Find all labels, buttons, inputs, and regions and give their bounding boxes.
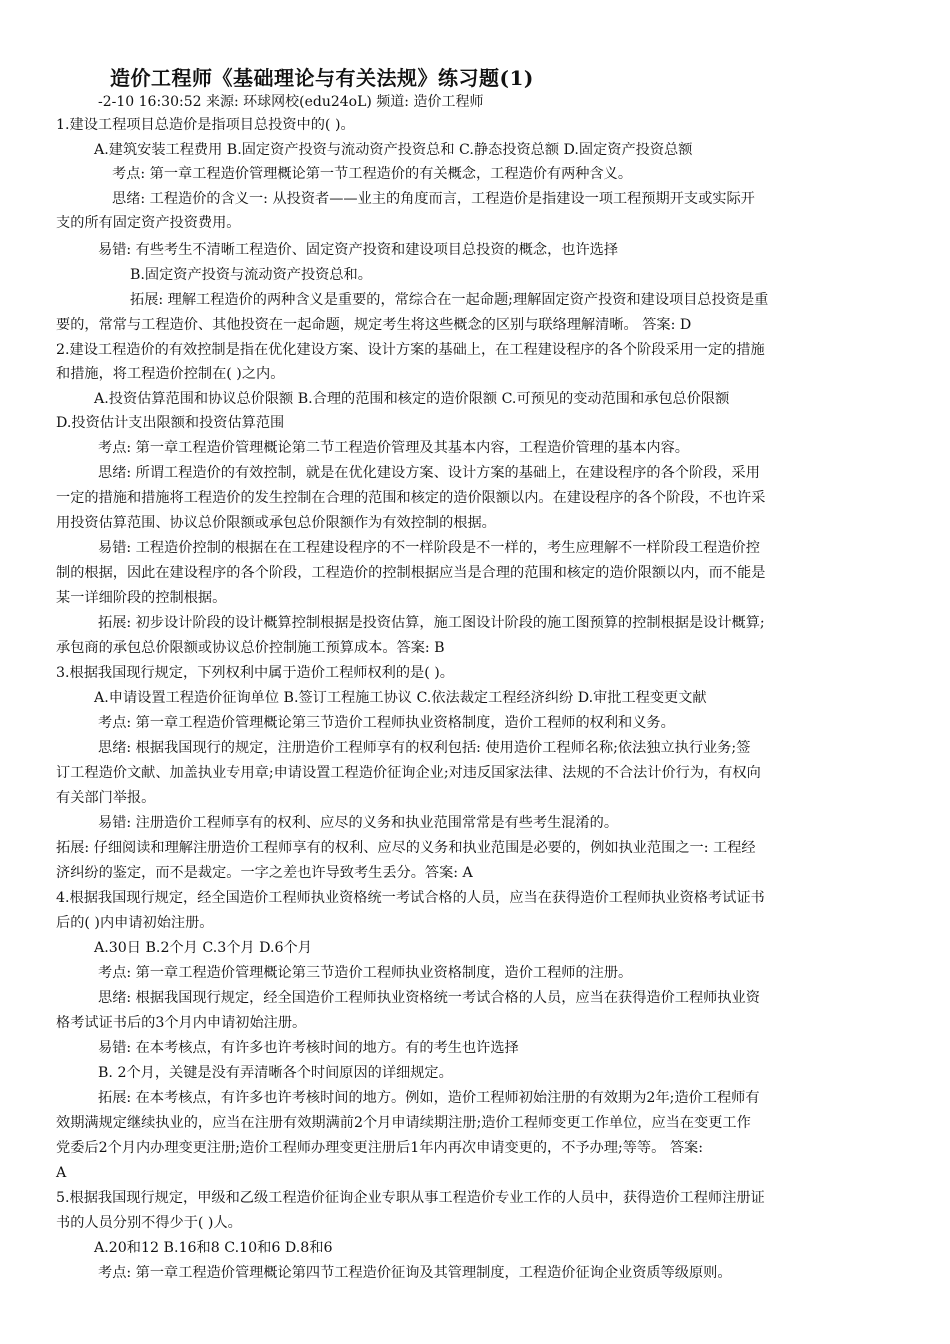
text-line: 2.建设工程造价的有效控制是指在优化建设方案、设计方案的基础上，在工程建设程序的各个阶段采用一定的措施 xyxy=(56,342,765,358)
text-line: 1.建设工程项目总造价是指项目总投资中的( )。 xyxy=(56,117,355,133)
text-line: 拓展: 初步设计阶段的设计概算控制根据是投资估算，施工图设计阶段的施工图预算的控制根据是设计概算; xyxy=(98,615,765,631)
text-line: 格考试证书后的3个月内申请初始注册。 xyxy=(56,1015,307,1031)
text-line: A.建筑安装工程费用 B.固定资产投资与流动资产投资总和 C.静态投资总额 D.固定资产投资总额 xyxy=(94,142,693,158)
text-line: 考点: 第一章工程造价管理概论第三节造价工程师执业资格制度，造价工程师的权利和义务。 xyxy=(98,715,675,731)
text-line: 易错: 工程造价控制的根据在在工程建设程序的不一样阶段是不一样的，考生应理解不一样阶段工程造价控 xyxy=(98,540,760,556)
document-meta: -2-10 16:30:52 来源: 环球网校(edu24oL) 频道: 造价工程师 xyxy=(98,94,484,110)
text-line: 后的( )内申请初始注册。 xyxy=(56,915,214,931)
text-line: B.固定资产投资与流动资产投资总和。 xyxy=(130,267,372,283)
text-line: 易错: 在本考核点，有许多也许考核时间的地方。有的考生也许选择 xyxy=(98,1040,519,1056)
text-line: 3.根据我国现行规定，下列权利中属于造价工程师权利的是( )。 xyxy=(56,665,454,681)
document-title: 造价工程师《基础理论与有关法规》练习题(1) xyxy=(110,66,534,90)
text-line: 易错: 有些考生不清晰工程造价、固定资产投资和建设项目总投资的概念，也许选择 xyxy=(98,242,619,258)
text-line: 考点: 第一章工程造价管理概论第三节造价工程师执业资格制度，造价工程师的注册。 xyxy=(98,965,633,981)
text-line: 思绪: 根据我国现行的规定，注册造价工程师享有的权利包括: 使用造价工程师名称;依法独立执行业务;签 xyxy=(98,740,751,756)
text-line: 某一详细阶段的控制根据。 xyxy=(56,590,227,606)
text-line: 思绪: 根据我国现行规定，经全国造价工程师执业资格统一考试合格的人员，应当在获得造价工程师执业资 xyxy=(98,990,760,1006)
text-line: A.申请设置工程造价征询单位 B.签订工程施工协议 C.依法裁定工程经济纠纷 D.审批工程变更文献 xyxy=(94,690,707,706)
text-line: 考点: 第一章工程造价管理概论第一节工程造价的有关概念，工程造价有两种含义。 xyxy=(112,166,633,182)
text-line: A xyxy=(56,1165,67,1181)
text-line: 用投资估算范围、协议总价限额或承包总价限额作为有效控制的根据。 xyxy=(56,515,496,531)
text-line: 党委后2个月内办理变更注册;造价工程师办理变更注册后1年内再次申请变更的，不予办理;等等。 答案: xyxy=(56,1140,703,1156)
text-line: A.投资估算范围和协议总价限额 B.合理的范围和核定的造价限额 C.可预见的变动范围和承包总价限额 xyxy=(94,391,730,407)
text-line: 考点: 第一章工程造价管理概论第二节工程造价管理及其基本内容，工程造价管理的基本内容。 xyxy=(98,440,689,456)
text-line: 易错: 注册造价工程师享有的权利、应尽的义务和执业范围常常是有些考生混淆的。 xyxy=(98,815,619,831)
text-line: 拓展: 理解工程造价的两种含义是重要的，常综合在一起命题;理解固定资产投资和建设项目总投资是重 xyxy=(130,292,769,308)
text-line: 要的，常常与工程造价、其他投资在一起命题，规定考生将这些概念的区别与联络理解清晰。 答案: D xyxy=(56,317,692,333)
text-line: 思绪: 工程造价的含义一: 从投资者——业主的角度而言，工程造价是指建设一项工程预期开支或实际开 xyxy=(112,191,755,207)
text-line: 考点: 第一章工程造价管理概论第四节工程造价征询及其管理制度，工程造价征询企业资质等级原则。 xyxy=(98,1265,732,1281)
text-line: 书的人员分别不得少于( )人。 xyxy=(56,1215,242,1231)
text-line: 拓展: 仔细阅读和理解注册造价工程师享有的权利、应尽的义务和执业范围是必要的，例如执业范围之一: 工程经 xyxy=(56,840,756,856)
text-line: D.投资估计支出限额和投资估算范围 xyxy=(56,415,285,431)
text-line: 有关部门举报。 xyxy=(56,790,156,806)
text-line: 拓展: 在本考核点，有许多也许考核时间的地方。例如，造价工程师初始注册的有效期为2年;造价工程师有 xyxy=(98,1090,760,1106)
text-line: B. 2个月，关键是没有弄清晰各个时间原因的详细规定。 xyxy=(98,1065,453,1081)
text-line: 一定的措施和措施将工程造价的发生控制在合理的范围和核定的造价限额以内。在建设程序的各个阶段，不也许采 xyxy=(56,490,766,506)
text-line: 4.根据我国现行规定，经全国造价工程师执业资格统一考试合格的人员，应当在获得造价工程师执业资格考试证书 xyxy=(56,890,765,906)
text-line: 5.根据我国现行规定，甲级和乙级工程造价征询企业专职从事工程造价专业工作的人员中，获得造价工程师注册证 xyxy=(56,1190,765,1206)
text-line: A.20和12 B.16和8 C.10和6 D.8和6 xyxy=(94,1240,333,1256)
text-line: 制的根据，因此在建设程序的各个阶段，工程造价的控制根据应当是合理的范围和核定的造价限额以内，而不能是 xyxy=(56,565,766,581)
text-line: A.30日 B.2个月 C.3个月 D.6个月 xyxy=(94,940,312,956)
text-line: 济纠纷的鉴定，而不是裁定。一字之差也许导致考生丢分。答案: A xyxy=(56,865,473,881)
text-line: 思绪: 所谓工程造价的有效控制，就是在优化建设方案、设计方案的基础上，在建设程序的各个阶段，采用 xyxy=(98,465,760,481)
text-line: 和措施，将工程造价控制在( )之内。 xyxy=(56,366,285,382)
text-line: 效期满规定继续执业的，应当在注册有效期满前2个月申请续期注册;造价工程师变更工作单位，应当在变更工作 xyxy=(56,1115,751,1131)
text-line: 支的所有固定资产投资费用。 xyxy=(56,215,241,231)
text-line: 承包商的承包总价限额或协议总价控制施工预算成本。答案: B xyxy=(56,640,445,656)
text-line: 订工程造价文献、加盖执业专用章;申请设置工程造价征询企业;对违反国家法律、法规的不合法计价行为，有权向 xyxy=(56,765,761,781)
